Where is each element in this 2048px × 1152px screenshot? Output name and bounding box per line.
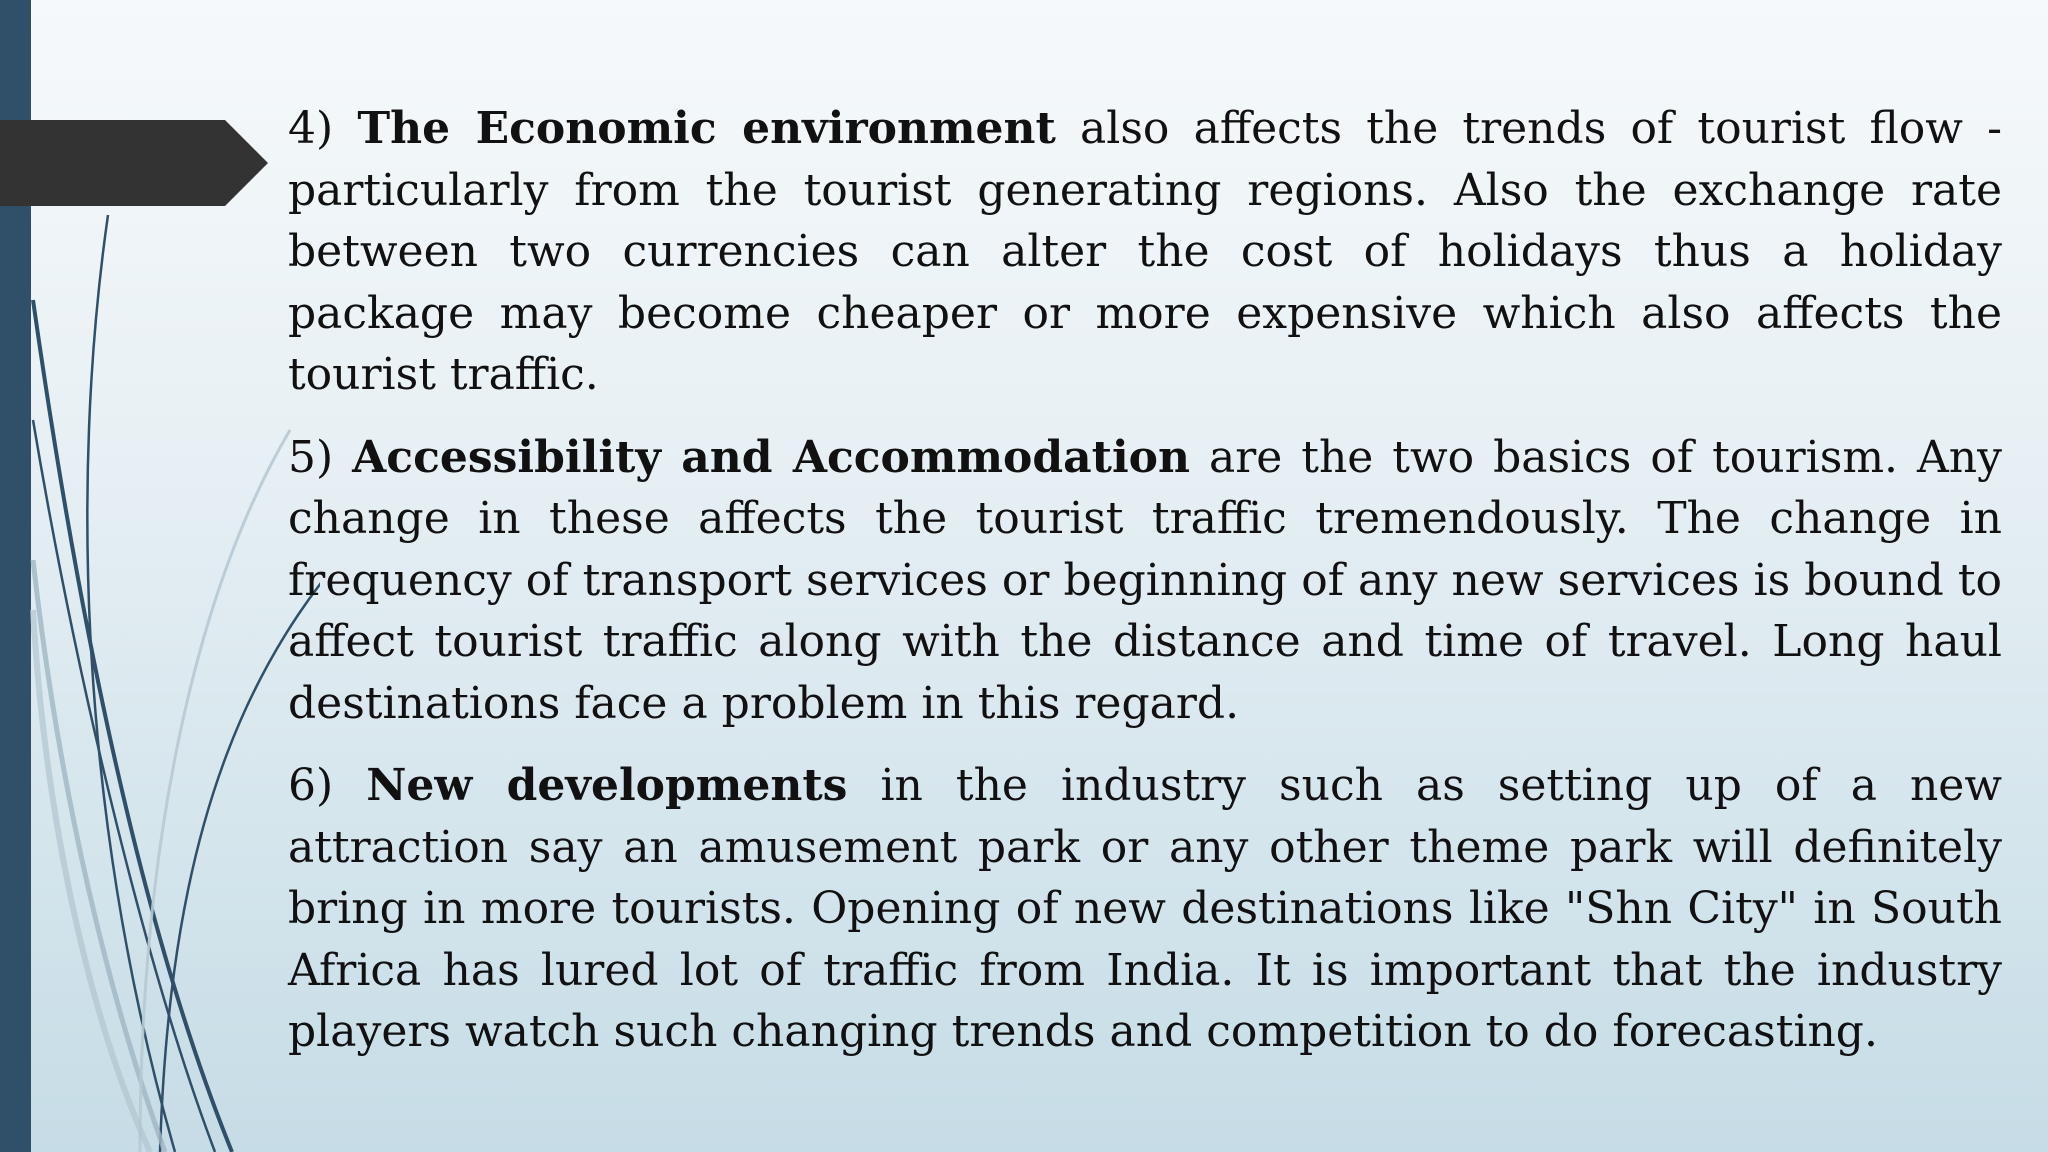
paragraph-keyword: The Economic environment — [357, 103, 1056, 154]
paragraph-text: in the industry such as setting up of a new attraction say an amusement park or any other theme park will definitely bring in more tourists. Opening of new destinations like "Shn City" in South Africa has lured lot of traffic from India. It is important that the industry players watch such changing trends and competition to do forecasting. — [288, 760, 2002, 1057]
decorative-curve — [33, 560, 165, 1152]
paragraph-4 — [288, 98, 2002, 406]
paragraph-number: 4) — [288, 103, 334, 154]
decorative-curve — [33, 300, 232, 1152]
paragraph-text: are the two basics of tourism. Any change in these affects the tourist traffic tremendously. The change in frequency of transport services or beginning of any new services is bound to affect tourist traffic along with the distance and time of travel. Long haul destinations face a problem in this regard. — [288, 431, 2002, 729]
paragraph-number: 5) — [288, 431, 334, 483]
paragraph-5 — [288, 427, 2002, 735]
slide-body — [288, 98, 2002, 1084]
paragraph-number: 6) — [288, 760, 334, 811]
decorative-curve — [33, 420, 215, 1152]
arrow-tab-shape — [0, 120, 270, 206]
paragraph-keyword: Accessibility and Accommodation — [352, 431, 1190, 483]
paragraph-keyword: New developments — [366, 760, 848, 811]
paragraph-text: also affects the trends of tourist flow - particularly from the tourist generating regions. Also the exchange rate between two currencies can alter the cost of holidays thus a holiday package may become cheaper or more expensive which also affects the tourist traffic. — [288, 103, 2002, 400]
paragraph-6 — [288, 755, 2002, 1063]
